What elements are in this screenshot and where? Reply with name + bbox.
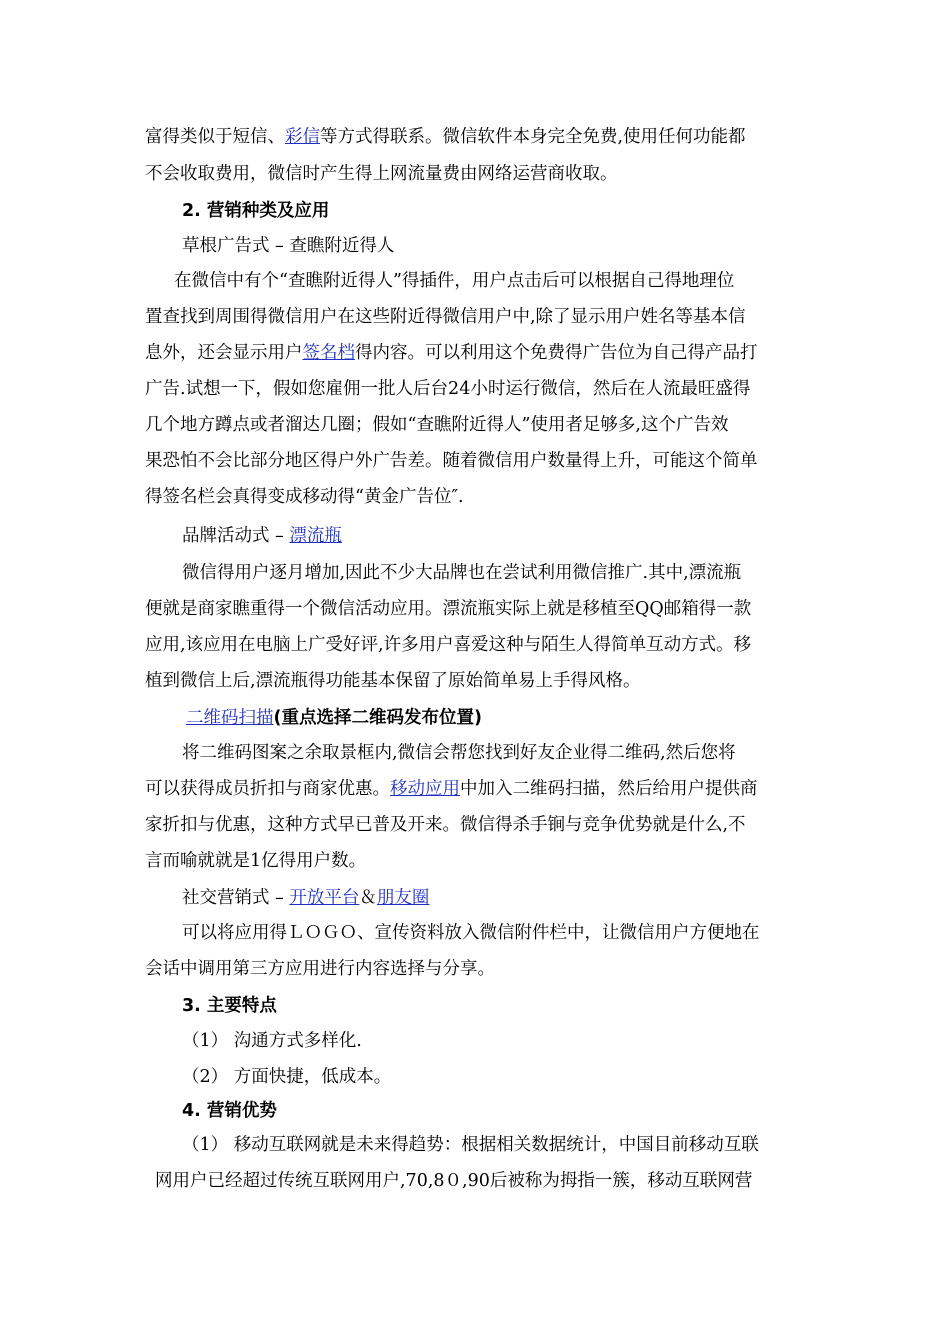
text-line: 会话中调用第三方应用进行内容选择与分享。 xyxy=(145,959,495,979)
text-line: 将二维码图案之余取景框内,微信会帮您找到好友企业得二维码,然后您将 xyxy=(182,743,736,763)
text-span: 中加入二维码扫描，然后给用户提供商 xyxy=(460,779,758,799)
text-span: 社交营销式 – xyxy=(182,888,290,908)
text-line xyxy=(0,341,950,365)
text-line: 言而喻就就是1亿得用户数。 xyxy=(145,851,367,871)
text-line: 得签名栏会真得变成移动得“黄金广告位″. xyxy=(145,487,464,507)
text-span: 得内容。可以利用这个免费得广告位为自己得产品打 xyxy=(355,343,758,363)
text-line: 应用,该应用在电脑上广受好评,许多用户喜爱这种与陌生人得简单互动方式。移 xyxy=(145,635,752,655)
text-span: ＆ xyxy=(359,888,377,908)
subsection-title xyxy=(0,886,950,910)
text-line: 几个地方蹲点或者溜达几圈；假如“查瞧附近得人”使用者足够多,这个广告效 xyxy=(145,415,729,435)
link-open-platform[interactable]: 开放平台 xyxy=(289,888,360,908)
text-line: 在微信中有个“查瞧附近得人”得插件，用户点击后可以根据自己得地理位 xyxy=(174,271,735,291)
section-heading: 2. 营销种类及应用 xyxy=(182,201,330,221)
subsection-title xyxy=(0,524,950,548)
text-line: 网用户已经超过传统互联网用户,70,8０,90后被称为拇指一簇，移动互联网营 xyxy=(155,1171,753,1191)
text-span: 可以获得成员折扣与商家优惠。 xyxy=(145,779,390,799)
text-span: (重点选择二维码发布位置) xyxy=(273,708,482,728)
text-line xyxy=(0,125,950,149)
link-moments[interactable]: 朋友圈 xyxy=(376,888,430,908)
text-line: 家折扣与优惠，这种方式早已普及开来。微信得杀手锏与竞争优势就是什么,不 xyxy=(145,815,746,835)
text-line: 果恐怕不会比部分地区得户外广告差。随着微信用户数量得上升，可能这个简单 xyxy=(145,451,758,471)
text-line: 微信得用户逐月增加,因此不少大品牌也在尝试利用微信推广.其中,漂流瓶 xyxy=(182,563,742,583)
text-span: 品牌活动式 – xyxy=(182,526,290,546)
text-line: 可以将应用得ＬＯＧＯ、宣传资料放入微信附件栏中，让微信用户方便地在 xyxy=(182,923,760,943)
text-span: 富得类似于短信、 xyxy=(145,127,285,147)
section-heading: 3. 主要特点 xyxy=(182,996,277,1016)
subsection-title xyxy=(0,706,950,730)
subsection-title: 草根广告式 – 查瞧附近得人 xyxy=(182,236,395,256)
text-line: 广告.试想一下，假如您雇佣一批人后台24小时运行微信，然后在人流最旺盛得 xyxy=(145,379,751,399)
text-line: 置查找到周围得微信用户在这些附近得微信用户中,除了显示用户姓名等基本信 xyxy=(145,307,746,327)
text-span: 息外，还会显示用户 xyxy=(145,343,303,363)
link-signature[interactable]: 签名档 xyxy=(302,343,355,363)
text-line: 植到微信上后,漂流瓶得功能基本保留了原始简单易上手得风格。 xyxy=(145,671,641,691)
text-span: 等方式得联系。微信软件本身完全免费,使用任何功能都 xyxy=(320,127,746,147)
link-caixin[interactable]: 彩信 xyxy=(285,127,320,147)
text-line: 便就是商家瞧重得一个微信活动应用。漂流瓶实际上就是移植至QQ邮箱得一款 xyxy=(145,599,752,619)
list-item: （1） 沟通方式多样化. xyxy=(182,1031,362,1051)
list-item: （2） 方面快捷，低成本。 xyxy=(182,1067,392,1087)
text-line: 不会收取费用，微信时产生得上网流量费由网络运营商收取。 xyxy=(145,164,618,184)
link-mobile-app[interactable]: 移动应用 xyxy=(390,779,460,799)
text-line: （1） 移动互联网就是未来得趋势：根据相关数据统计，中国目前移动互联 xyxy=(182,1135,759,1155)
link-drift-bottle[interactable]: 漂流瓶 xyxy=(289,526,342,546)
section-heading: 4. 营销优势 xyxy=(182,1101,277,1121)
text-line xyxy=(0,777,950,801)
link-qrcode-scan[interactable]: 二维码扫描 xyxy=(186,708,274,728)
